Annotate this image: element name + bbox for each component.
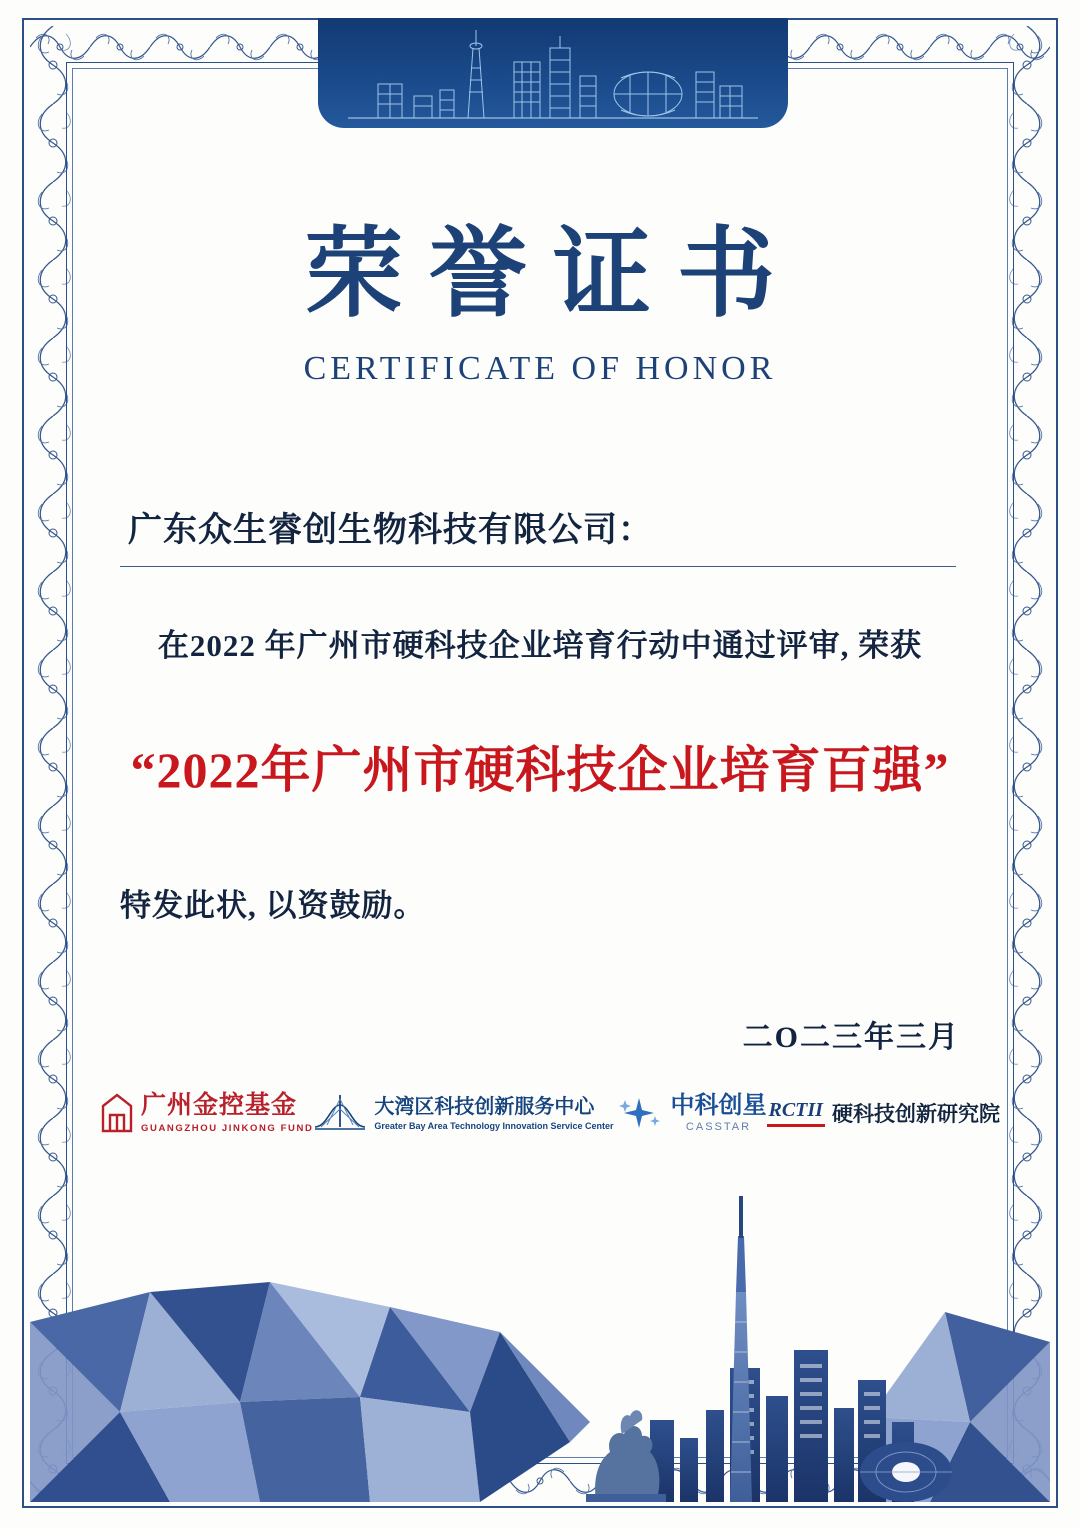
issuer-name-en: RCTII — [767, 1099, 825, 1127]
footer-skyline-graphic — [30, 1172, 1050, 1502]
citation-line-1: 在2022 年广州市硬科技企业培育行动中通过评审, 荣获 — [157, 628, 923, 663]
page-title-zh: 荣誉证书 — [304, 221, 801, 329]
issuer-name-zh: 硬科技创新研究院 — [831, 1103, 1000, 1126]
issue-date: 二O二三年三月 — [742, 1021, 960, 1054]
issuer-name-zh: 大湾区科技创新服务中心 — [374, 1095, 595, 1118]
jinkong-mark-icon — [100, 1093, 134, 1133]
page-title-en: CERTIFICATE OF HONOR — [303, 350, 777, 387]
issuer-logo-greater-bay-area-center — [313, 1091, 613, 1135]
issuer-name-zh: 广州金控基金 — [141, 1091, 298, 1120]
issuer-logo-hard-tech-research-institute — [767, 1098, 1000, 1128]
issuer-name-en: GUANGZHOU JINKONG FUND — [141, 1122, 314, 1134]
recipient-underline — [120, 566, 956, 567]
award-title: “2022年广州市硬科技企业培育百强” — [130, 742, 950, 798]
recipient-name: 广东众生睿创生物科技有限公司： — [128, 511, 653, 549]
issuer-logo-guangzhou-jinkong-fund — [100, 1092, 313, 1134]
issuer-name-zh: 中科创星 — [670, 1092, 767, 1120]
casstar-star-mark-icon — [614, 1092, 664, 1134]
issuer-logo-casstar — [614, 1092, 767, 1134]
header-skyline-graphic — [318, 18, 788, 128]
issuer-name-en: Greater Bay Area Technology Innovation Service Center — [374, 1120, 614, 1131]
bridge-mark-icon — [313, 1091, 367, 1135]
citation-line-2: 特发此状, 以资鼓励。 — [120, 888, 426, 923]
issuer-name-en: CASSTAR — [685, 1120, 752, 1133]
issuer-logo-row — [100, 1078, 1000, 1148]
